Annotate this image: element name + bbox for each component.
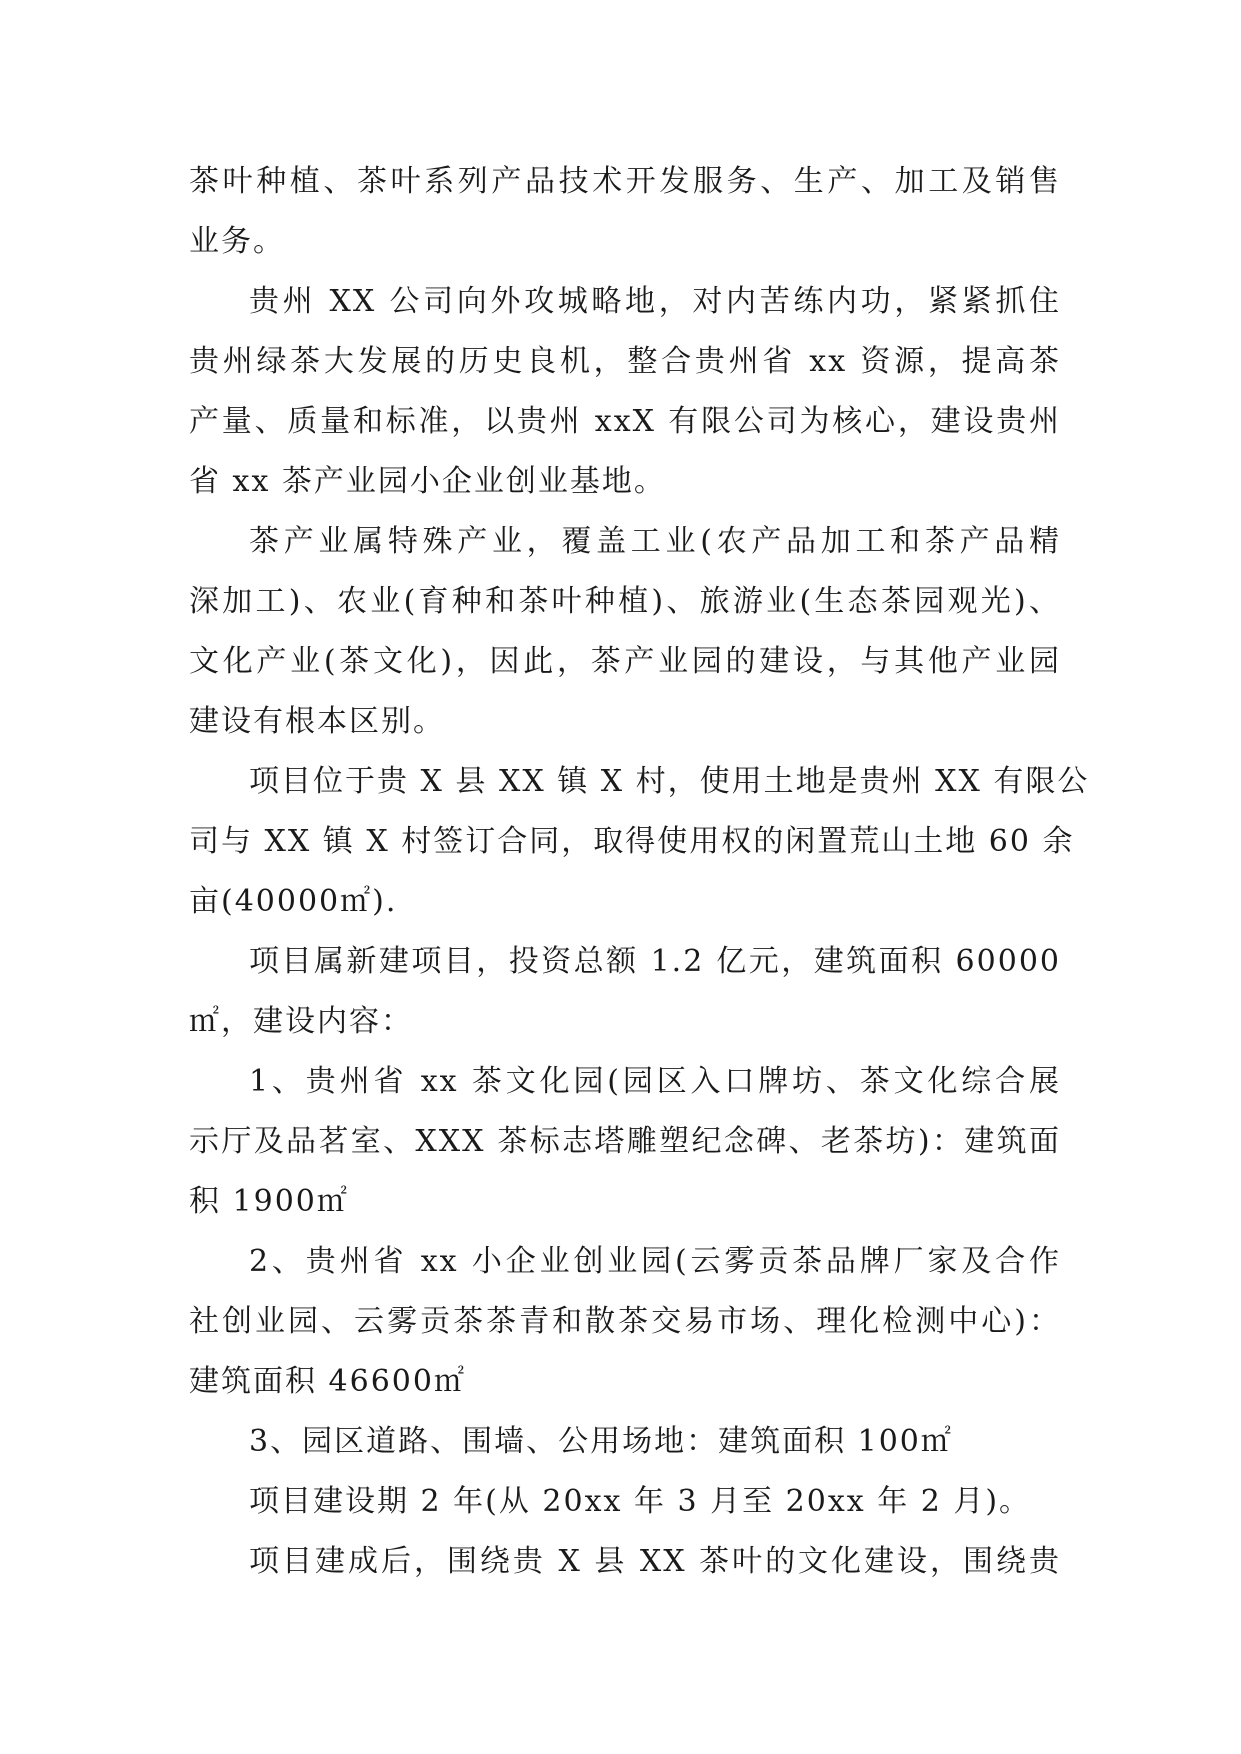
text-line: ㎡，建设内容：	[189, 1004, 413, 1039]
text-line: 建设有根本区别。	[189, 704, 445, 739]
text-line: 示厅及品茗室、XXX 茶标志塔雕塑纪念碑、老茶坊)：建筑面	[189, 1124, 1061, 1159]
text-line: 茶叶种植、茶叶系列产品技术开发服务、生产、加工及销售	[189, 164, 1061, 199]
text-line: 省 xx 茶产业园小企业创业基地。	[189, 464, 666, 499]
text-line: 2、贵州省 xx 小企业创业园(云雾贡茶品牌厂家及合作	[249, 1244, 1061, 1279]
text-line: 业务。	[189, 224, 285, 259]
text-line: 项目属新建项目，投资总额 1.2 亿元，建筑面积 60000	[249, 944, 1061, 979]
text-line: 1、贵州省 xx 茶文化园(园区入口牌坊、茶文化综合展	[249, 1064, 1061, 1099]
text-line: 深加工)、农业(育种和茶叶种植)、旅游业(生态茶园观光)、	[189, 584, 1061, 619]
text-line: 建筑面积 46600㎡	[189, 1364, 466, 1399]
text-line: 项目建成后，围绕贵 X 县 XX 茶叶的文化建设，围绕贵	[249, 1544, 1061, 1579]
text-line: 项目建设期 2 年(从 20xx 年 3 月至 20xx 年 2 月)。	[249, 1484, 1032, 1519]
text-line: 亩(40000㎡).	[189, 884, 398, 919]
text-line: 贵州 XX 公司向外攻城略地，对内苦练内功，紧紧抓住	[249, 284, 1061, 319]
text-line: 社创业园、云雾贡茶茶青和散茶交易市场、理化检测中心)：	[189, 1304, 1061, 1339]
text-line: 项目位于贵 X 县 XX 镇 X 村，使用土地是贵州 XX 有限公	[249, 764, 1090, 799]
text-line: 茶产业属特殊产业，覆盖工业(农产品加工和茶产品精	[249, 524, 1061, 559]
text-line: 司与 XX 镇 X 村签订合同，取得使用权的闲置荒山土地 60 余	[189, 824, 1075, 859]
text-line: 文化产业(茶文化)，因此，茶产业园的建设，与其他产业园	[189, 644, 1061, 679]
text-line: 贵州绿茶大发展的历史良机，整合贵州省 xx 资源，提高茶	[189, 344, 1061, 379]
text-line: 产量、质量和标准，以贵州 xxX 有限公司为核心，建设贵州	[189, 404, 1061, 439]
text-line: 3、园区道路、围墙、公用场地：建筑面积 100㎡	[249, 1424, 953, 1459]
document-body	[189, 152, 1090, 1592]
text-line: 积 1900㎡	[189, 1184, 349, 1219]
